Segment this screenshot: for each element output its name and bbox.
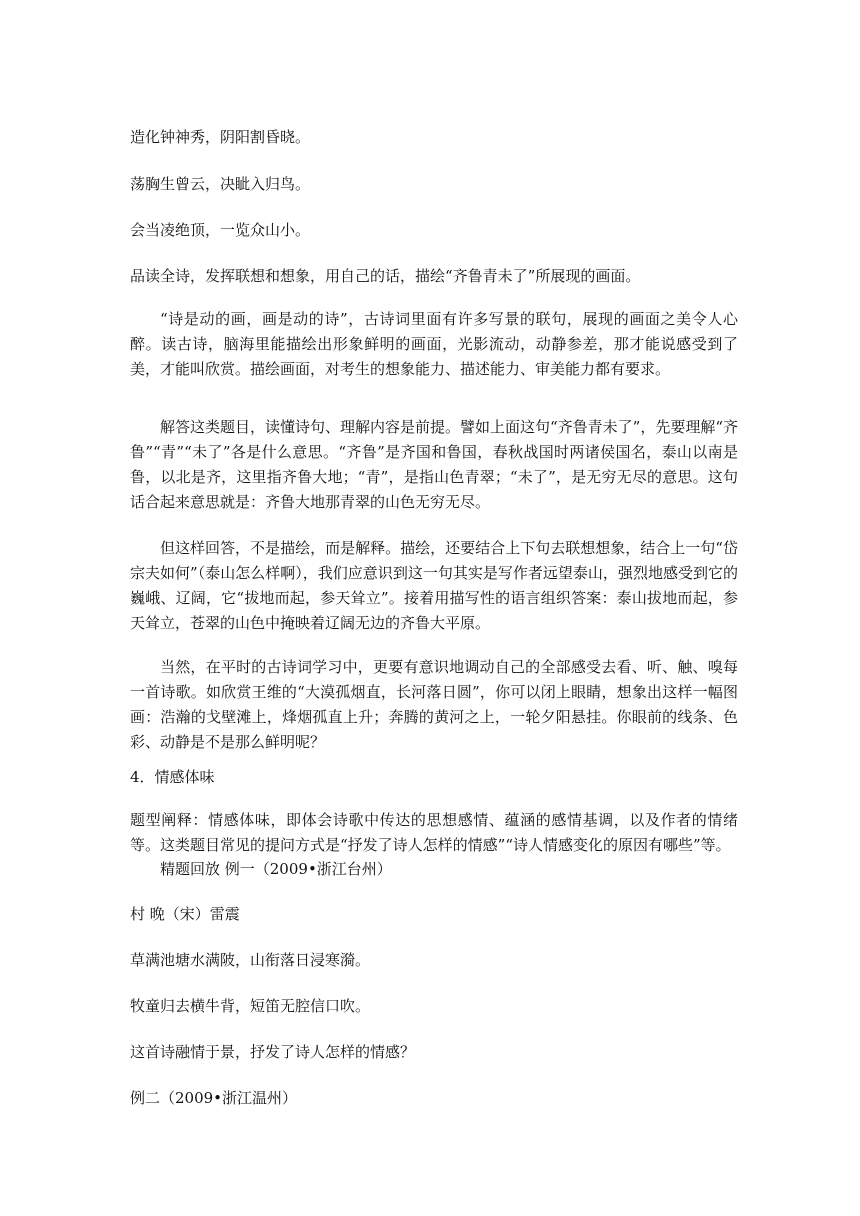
question-text: 品读全诗，发挥联想和想象，用自己的话，描绘“齐鲁青未了”所展现的画面。 [130, 267, 641, 285]
body-paragraph: 但这样回答，不是描绘，而是解释。描绘，还要结合上下句去联想想象，结合上一句“岱宗夫如何”（泰山怎么样啊），我们应意识到这一句其实是写作者远望泰山，强烈地感受到它的巍峨、辽阔，它“拔地而起，参天耸立”。接着用描写性的语言组织答案：泰山拔地而起，参天耸立，苍翠的山色中掩映着辽阔无边的齐鲁大平原。 [130, 539, 738, 632]
poem-line: 牧童归去横牛背，短笛无腔信口吹。 [130, 997, 371, 1015]
section-description: 题型阐释：情感体味，即体会诗歌中传达的思想感情、蕴涵的感情基调，以及作者的情绪等。这类题目常见的提问方式是“抒发了诗人怎样的情感”“诗人情感变化的原因有哪些”等。 [130, 811, 738, 854]
poem-line: 草满池塘水满陂，山衔落日浸寒漪。 [130, 951, 371, 969]
example-heading: 例二（2009•浙江温州） [130, 1089, 298, 1107]
section-heading: 4．情感体味 [130, 768, 215, 786]
body-paragraph: 当然，在平时的古诗词学习中，更要有意识地调动自己的全部感受去看、听、触、嗅每一首诗歌。如欣赏王维的“大漠孤烟直，长河落日圆”，你可以闭上眼睛，想象出这样一幅图画：浩瀚的戈壁滩上，烽烟孤直上升；奔腾的黄河之上，一轮夕阳悬挂。你眼前的线条、色彩、动静是不是那么鲜明呢？ [130, 658, 738, 751]
body-paragraph: 解答这类题目，读懂诗句、理解内容是前提。譬如上面这句“齐鲁青未了”，先要理解“齐鲁”“青”“未了”各是什么意思。“齐鲁”是齐国和鲁国，春秋战国时两诸侯国名，泰山以南是鲁，以北是齐，这里指齐鲁大地；“青”，是指山色青翠；“未了”，是无穷无尽的意思。这句话合起来意思就是：齐鲁大地那青翠的山色无穷无尽。 [130, 418, 739, 511]
example-heading: 精题回放 例一（2009•浙江台州） [160, 860, 392, 878]
question-text: 这首诗融情于景，抒发了诗人怎样的情感？ [130, 1043, 416, 1061]
poem-line: 造化钟神秀，阴阳割昏晓。 [130, 128, 311, 146]
body-paragraph: “诗是动的画，画是动的诗”，古诗词里面有许多写景的联句，展现的画面之美令人心醉。读古诗，脑海里能描绘出形象鲜明的画面，光影流动，动静参差，那才能说感受到了美，才能叫欣赏。描绘画面，对考生的想象能力、描述能力、审美能力都有要求。 [130, 310, 738, 378]
poem-line: 荡胸生曾云，决眦入归鸟。 [130, 175, 311, 193]
poem-title: 村 晚（宋）雷震 [130, 905, 240, 923]
poem-line: 会当凌绝顶，一览众山小。 [130, 221, 311, 239]
